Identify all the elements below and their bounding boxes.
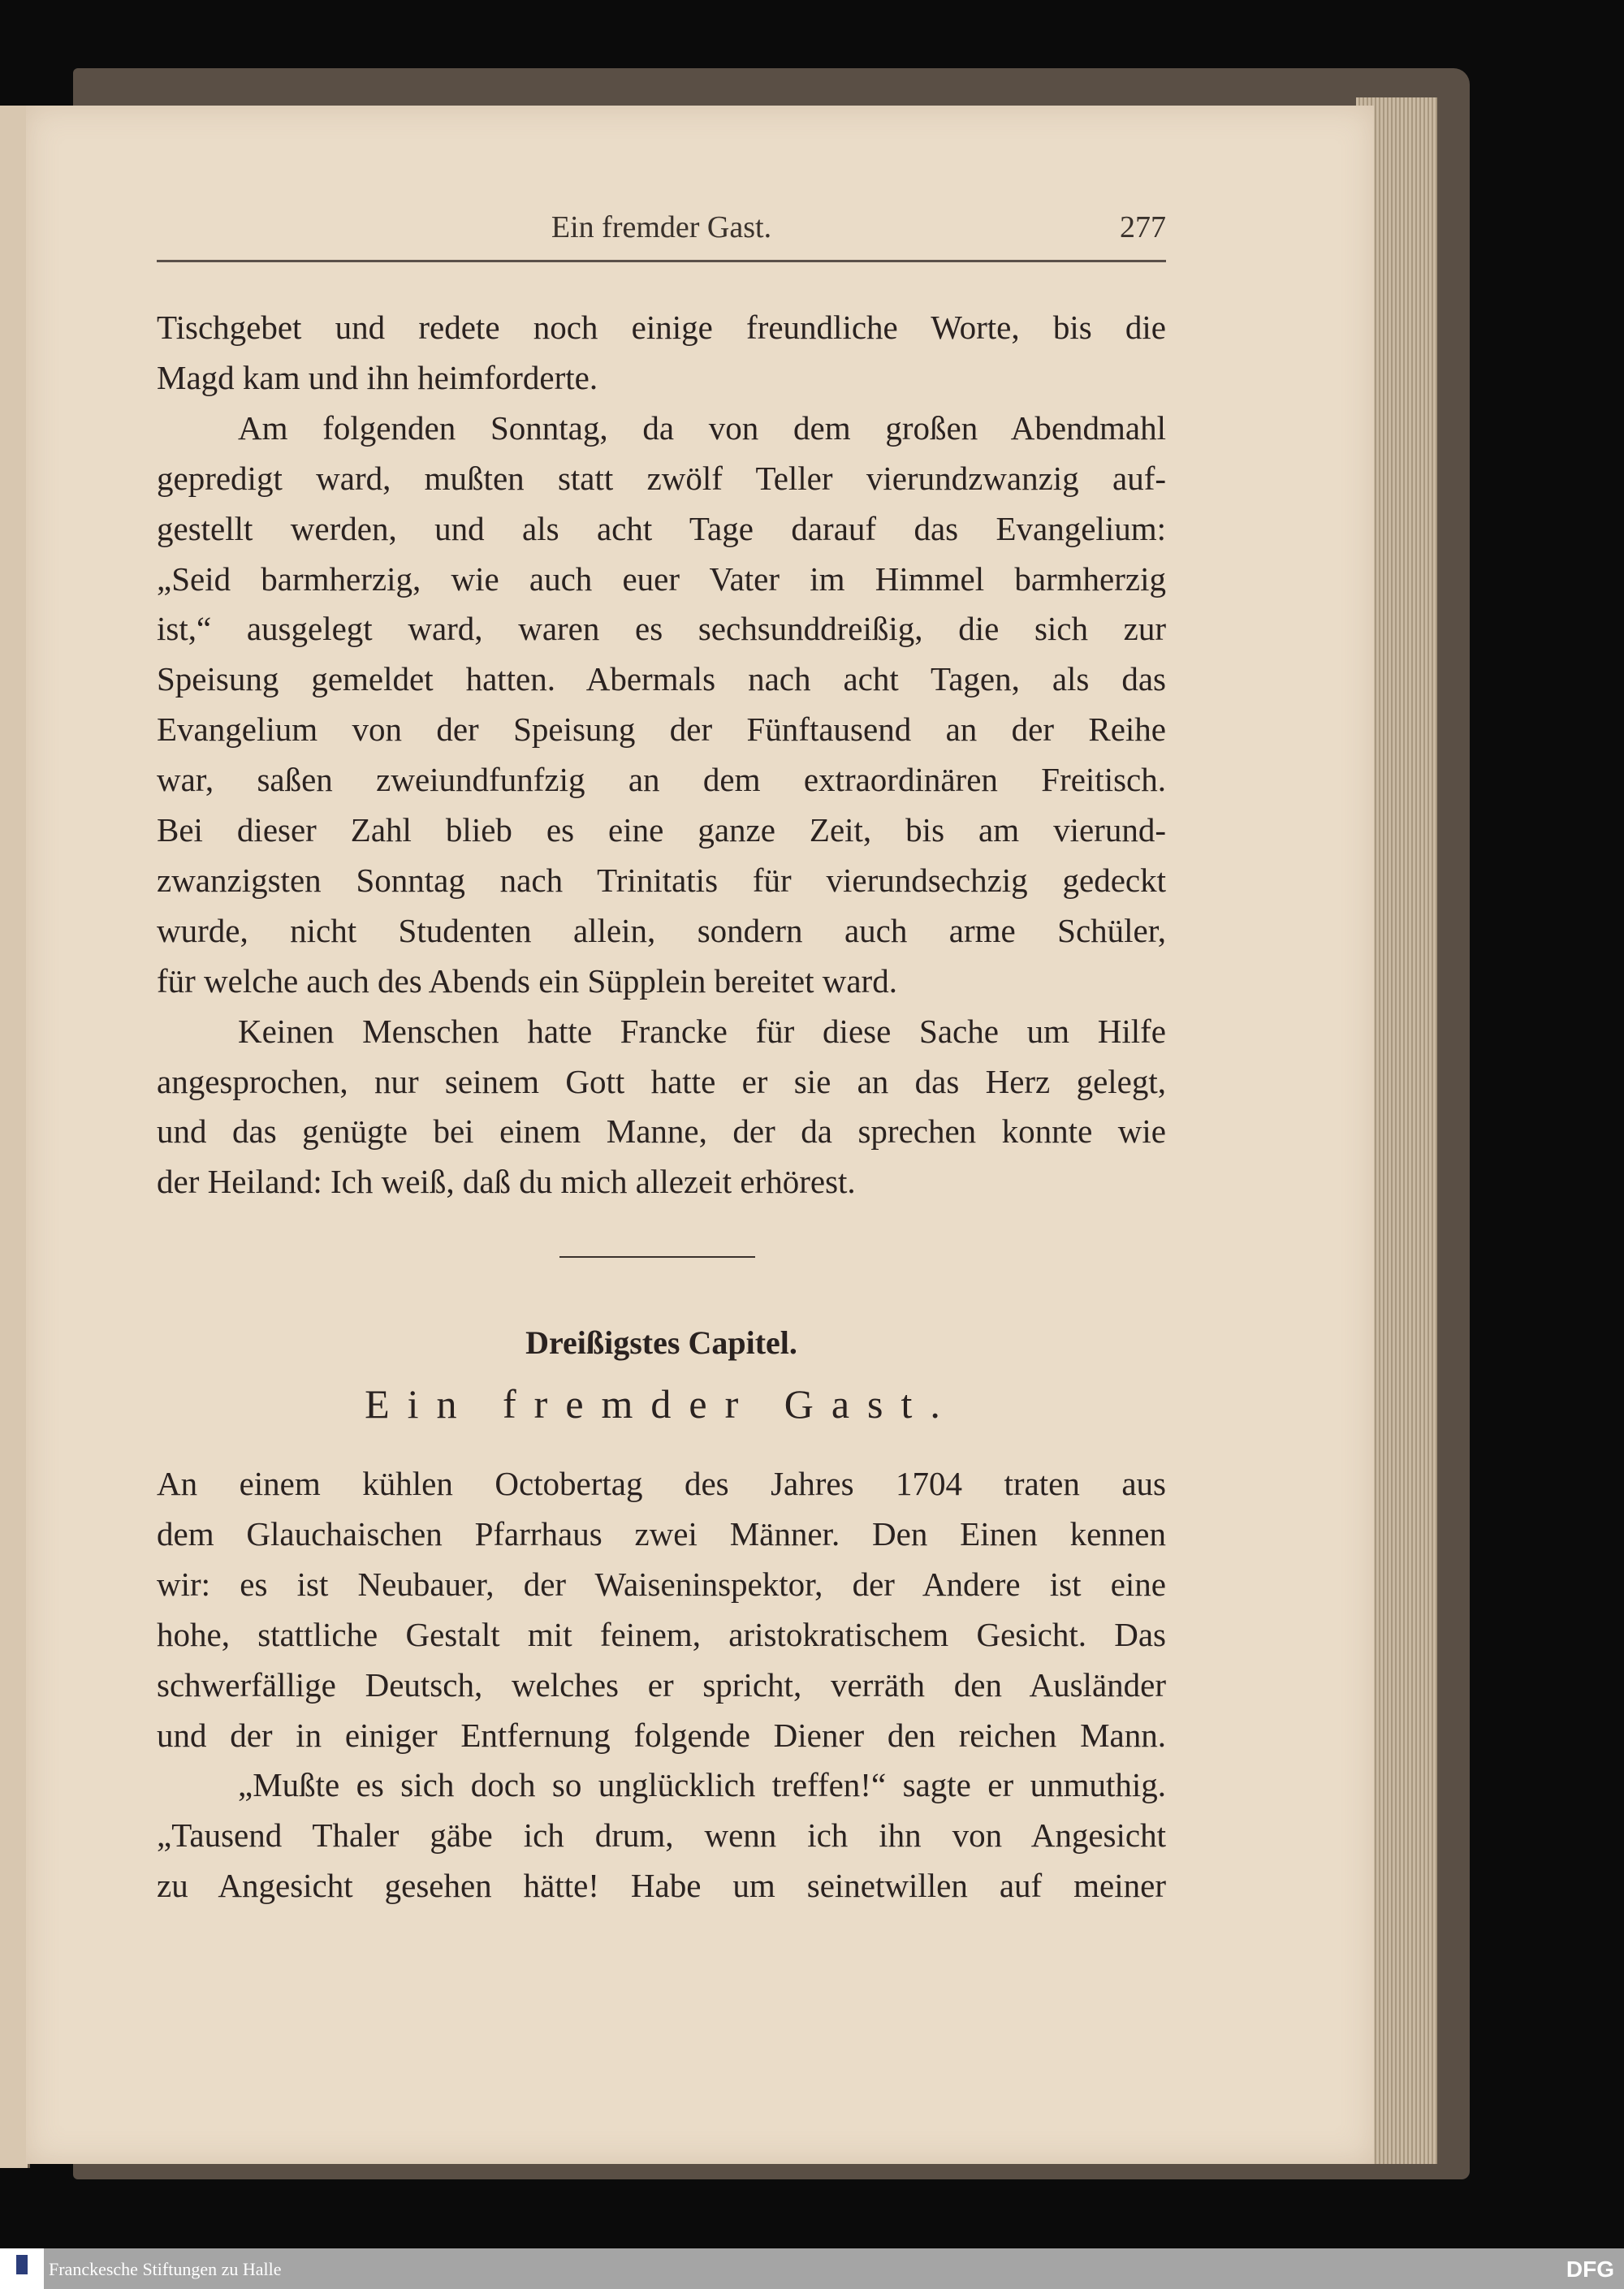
text-line: und das genügte bei einem Manne, der da sprechen konnte wie: [157, 1112, 1166, 1151]
text-line: Am folgenden Sonntag, da von dem großen Abendmahl: [238, 408, 1166, 447]
text-line: dem Glauchaischen Pfarrhaus zwei Männer. Den Einen kennen: [157, 1514, 1166, 1553]
text-line: zu Angesicht gesehen hätte! Habe um seinetwillen auf meiner: [157, 1867, 1166, 1905]
text-line: angesprochen, nur seinem Gott hatte er sie an das Herz gelegt,: [157, 1062, 1166, 1100]
text-line: An einem kühlen Octobertag des Jahres 1704 traten aus: [157, 1465, 1166, 1502]
chapter-title: Ein fremder Gast.: [365, 1381, 958, 1427]
text-line: schwerfällige Deutsch, welches er spricht, verräth den Ausländer: [157, 1665, 1166, 1704]
dfg-logo: DFG: [1566, 2257, 1614, 2282]
text-line: Speisung gemeldet hatten. Abermals nach acht Tagen, als das: [157, 660, 1166, 698]
running-head: [157, 209, 1166, 250]
text-line: war, saßen zweiundfunfzig an dem extraordinären Freitisch.: [157, 761, 1166, 799]
text-line: Tischgebet und redete noch einige freundliche Worte, bis die: [157, 309, 1166, 346]
text-line: Bei dieser Zahl blieb es eine ganze Zeit, bis am vierund-: [157, 811, 1166, 849]
text-line: Magd kam und ihn heimforderte.: [157, 358, 598, 396]
logo-figure-icon: [16, 2255, 28, 2274]
text-line: wir: es ist Neubauer, der Waiseninspektor, der Andere ist eine: [157, 1565, 1166, 1603]
chapter-number: Dreißigstes Capitel.: [525, 1324, 797, 1361]
institution-logo: [0, 2248, 44, 2289]
text-line: gepredigt ward, mußten statt zwölf Teller vierundzwanzig auf-: [157, 459, 1166, 497]
text-line: hohe, stattliche Gestalt mit feinem, aristokratischem Gesicht. Das: [157, 1615, 1166, 1653]
text-line: „Seid barmherzig, wie auch euer Vater im Himmel barmherzig: [157, 559, 1166, 598]
page-number: 277: [1120, 210, 1166, 244]
text-line: für welche auch des Abends ein Süpplein bereitet ward.: [157, 961, 897, 1000]
header-rule: [157, 260, 1166, 262]
section-separator: [559, 1256, 755, 1258]
text-line: zwanzigsten Sonntag nach Trinitatis für vierundsechzig gedeckt: [157, 861, 1166, 899]
running-title: Ein fremder Gast.: [551, 210, 772, 244]
text-line: Evangelium von der Speisung der Fünftausend an der Reihe: [157, 710, 1166, 749]
text-line: „Tausend Thaler gäbe ich drum, wenn ich ihn von Angesicht: [157, 1816, 1166, 1855]
viewer-footer: [0, 2248, 1624, 2289]
text-line: gestellt werden, und als acht Tage darauf das Evangelium:: [157, 509, 1166, 547]
institution-name: Franckesche Stiftungen zu Halle: [49, 2259, 282, 2279]
text-line: wurde, nicht Studenten allein, sondern auch arme Schüler,: [157, 911, 1166, 949]
text-line: „Mußte es sich doch so unglücklich treffen!“ sagte er unmuthig.: [238, 1766, 1166, 1804]
text-line: der Heiland: Ich weiß, daß du mich allezeit erhörest.: [157, 1163, 856, 1201]
text-line: Keinen Menschen hatte Francke für diese Sache um Hilfe: [238, 1012, 1166, 1050]
text-line: und der in einiger Entfernung folgende Diener den reichen Mann.: [157, 1716, 1166, 1754]
text-line: ist,“ ausgelegt ward, waren es sechsunddreißig, die sich zur: [157, 610, 1166, 648]
